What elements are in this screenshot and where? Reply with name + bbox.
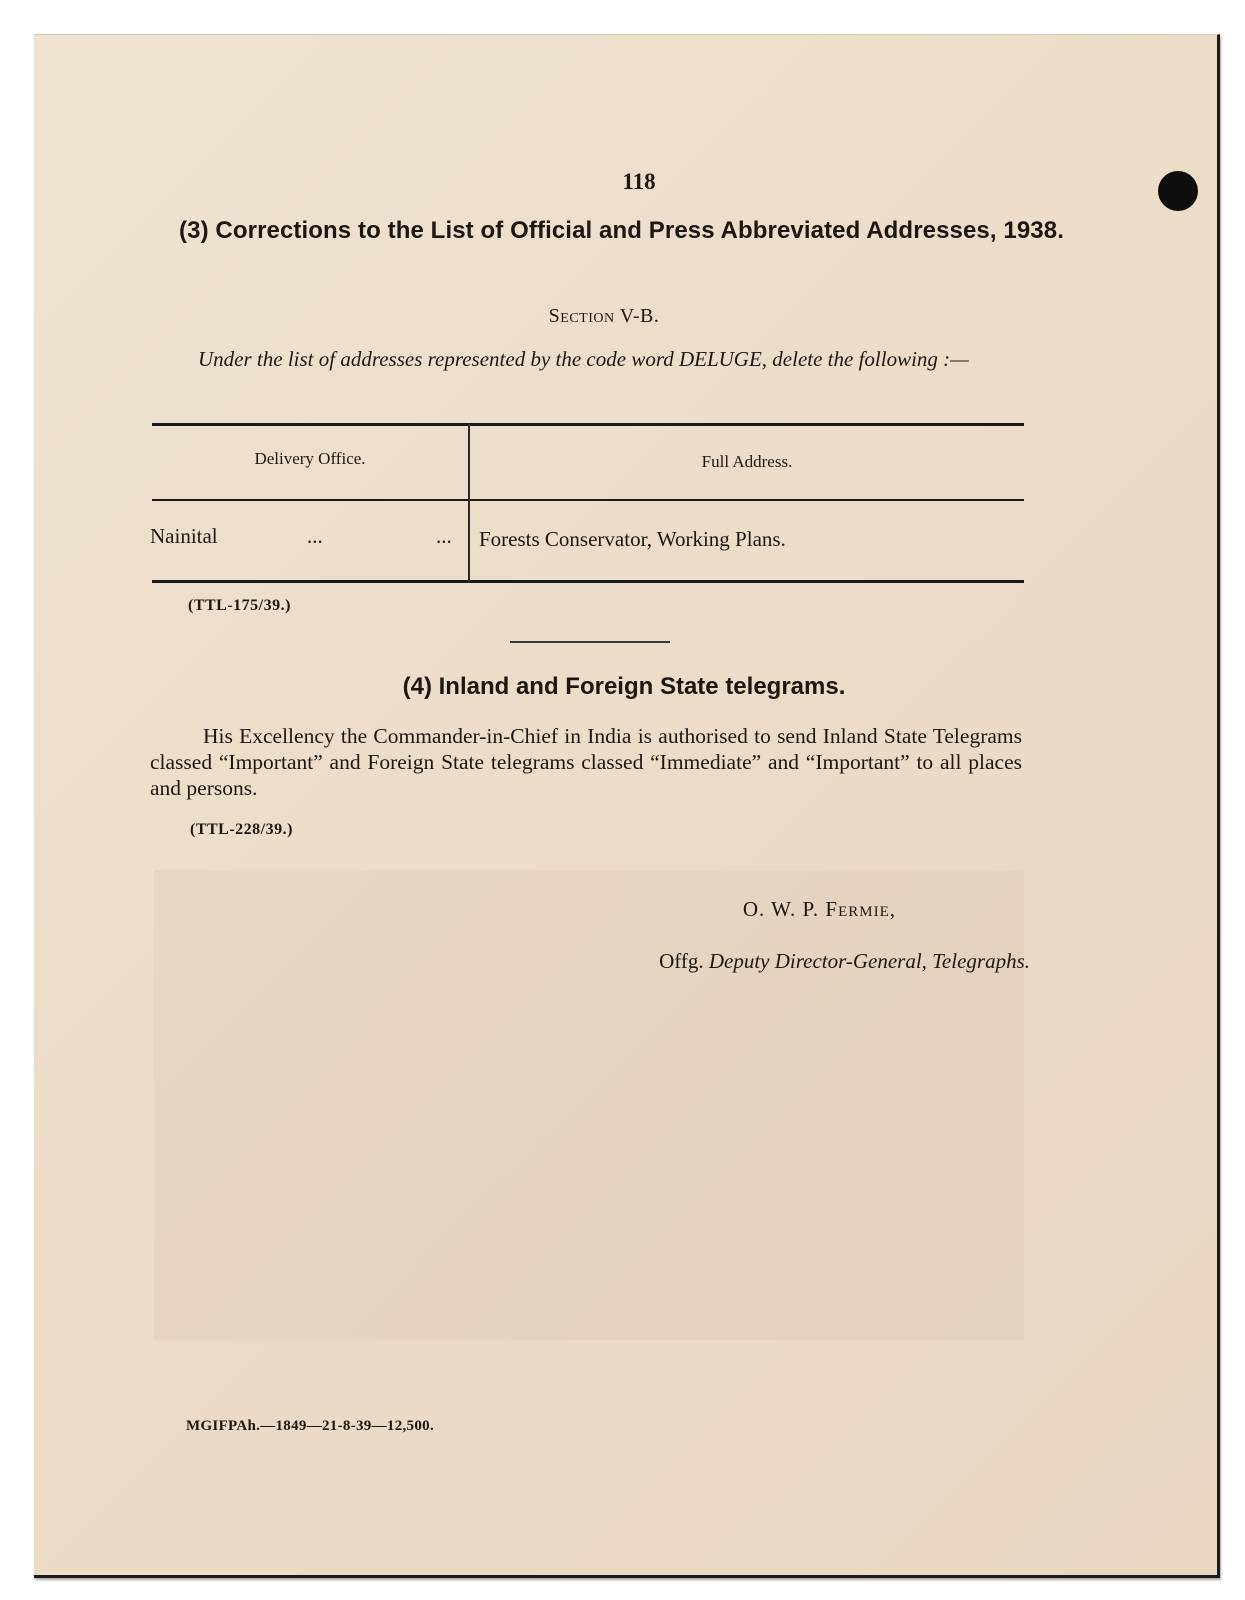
section3-heading: (3) Corrections to the List of Official and Press Abbreviated Addresses, 1938. (179, 217, 1064, 244)
designation-title: Deputy Director-General, Telegraphs. (708, 949, 1030, 973)
section-label: Section V-B. (548, 305, 660, 327)
leader-dots: ... (436, 524, 452, 548)
leader-dots: ... (307, 524, 323, 548)
signatory-surname: Fermie (825, 897, 890, 921)
table-header-delivery-office: Delivery Office. (254, 449, 366, 468)
table-cell-full-address: Forests Conservator, Working Plans. (479, 527, 786, 551)
show-through-area (154, 870, 1024, 1340)
document-page (34, 34, 1220, 1578)
table-cell-delivery-office (150, 524, 462, 549)
signatory-comma: , (889, 897, 896, 921)
table-bottom-rule (152, 580, 1024, 583)
signatory-initials: O. W. P. (742, 897, 826, 921)
table-column-divider (468, 423, 470, 583)
designation-prefix: Offg. (659, 949, 709, 973)
table-header-rule (152, 499, 1024, 501)
section4-heading: (4) Inland and Foreign State telegrams. (402, 673, 846, 700)
page-number: 118 (622, 169, 656, 194)
section3-reference: (TTL-175/39.) (188, 597, 291, 614)
instruction-text: Under the list of addresses represented by the code word DELUGE, delete the following :— (198, 347, 969, 371)
table-top-rule (152, 423, 1024, 426)
section4-reference: (TTL-228/39.) (190, 821, 293, 838)
signatory-name (594, 897, 896, 922)
office-name: Nainital (150, 524, 218, 548)
punch-hole (1158, 171, 1198, 211)
signatory-designation (534, 949, 1030, 974)
section-divider (510, 641, 670, 643)
section4-body: His Excellency the Commander-in-Chief in India is authorised to send Inland State Telegrams classed “Important” and Foreign State telegrams classed “Immediate” and “Important” to all places and persons. (150, 724, 1022, 800)
table-header-full-address: Full Address. (701, 452, 793, 471)
printer-imprint: MGIFPAh.—1849—21-8-39—12,500. (186, 1418, 434, 1434)
